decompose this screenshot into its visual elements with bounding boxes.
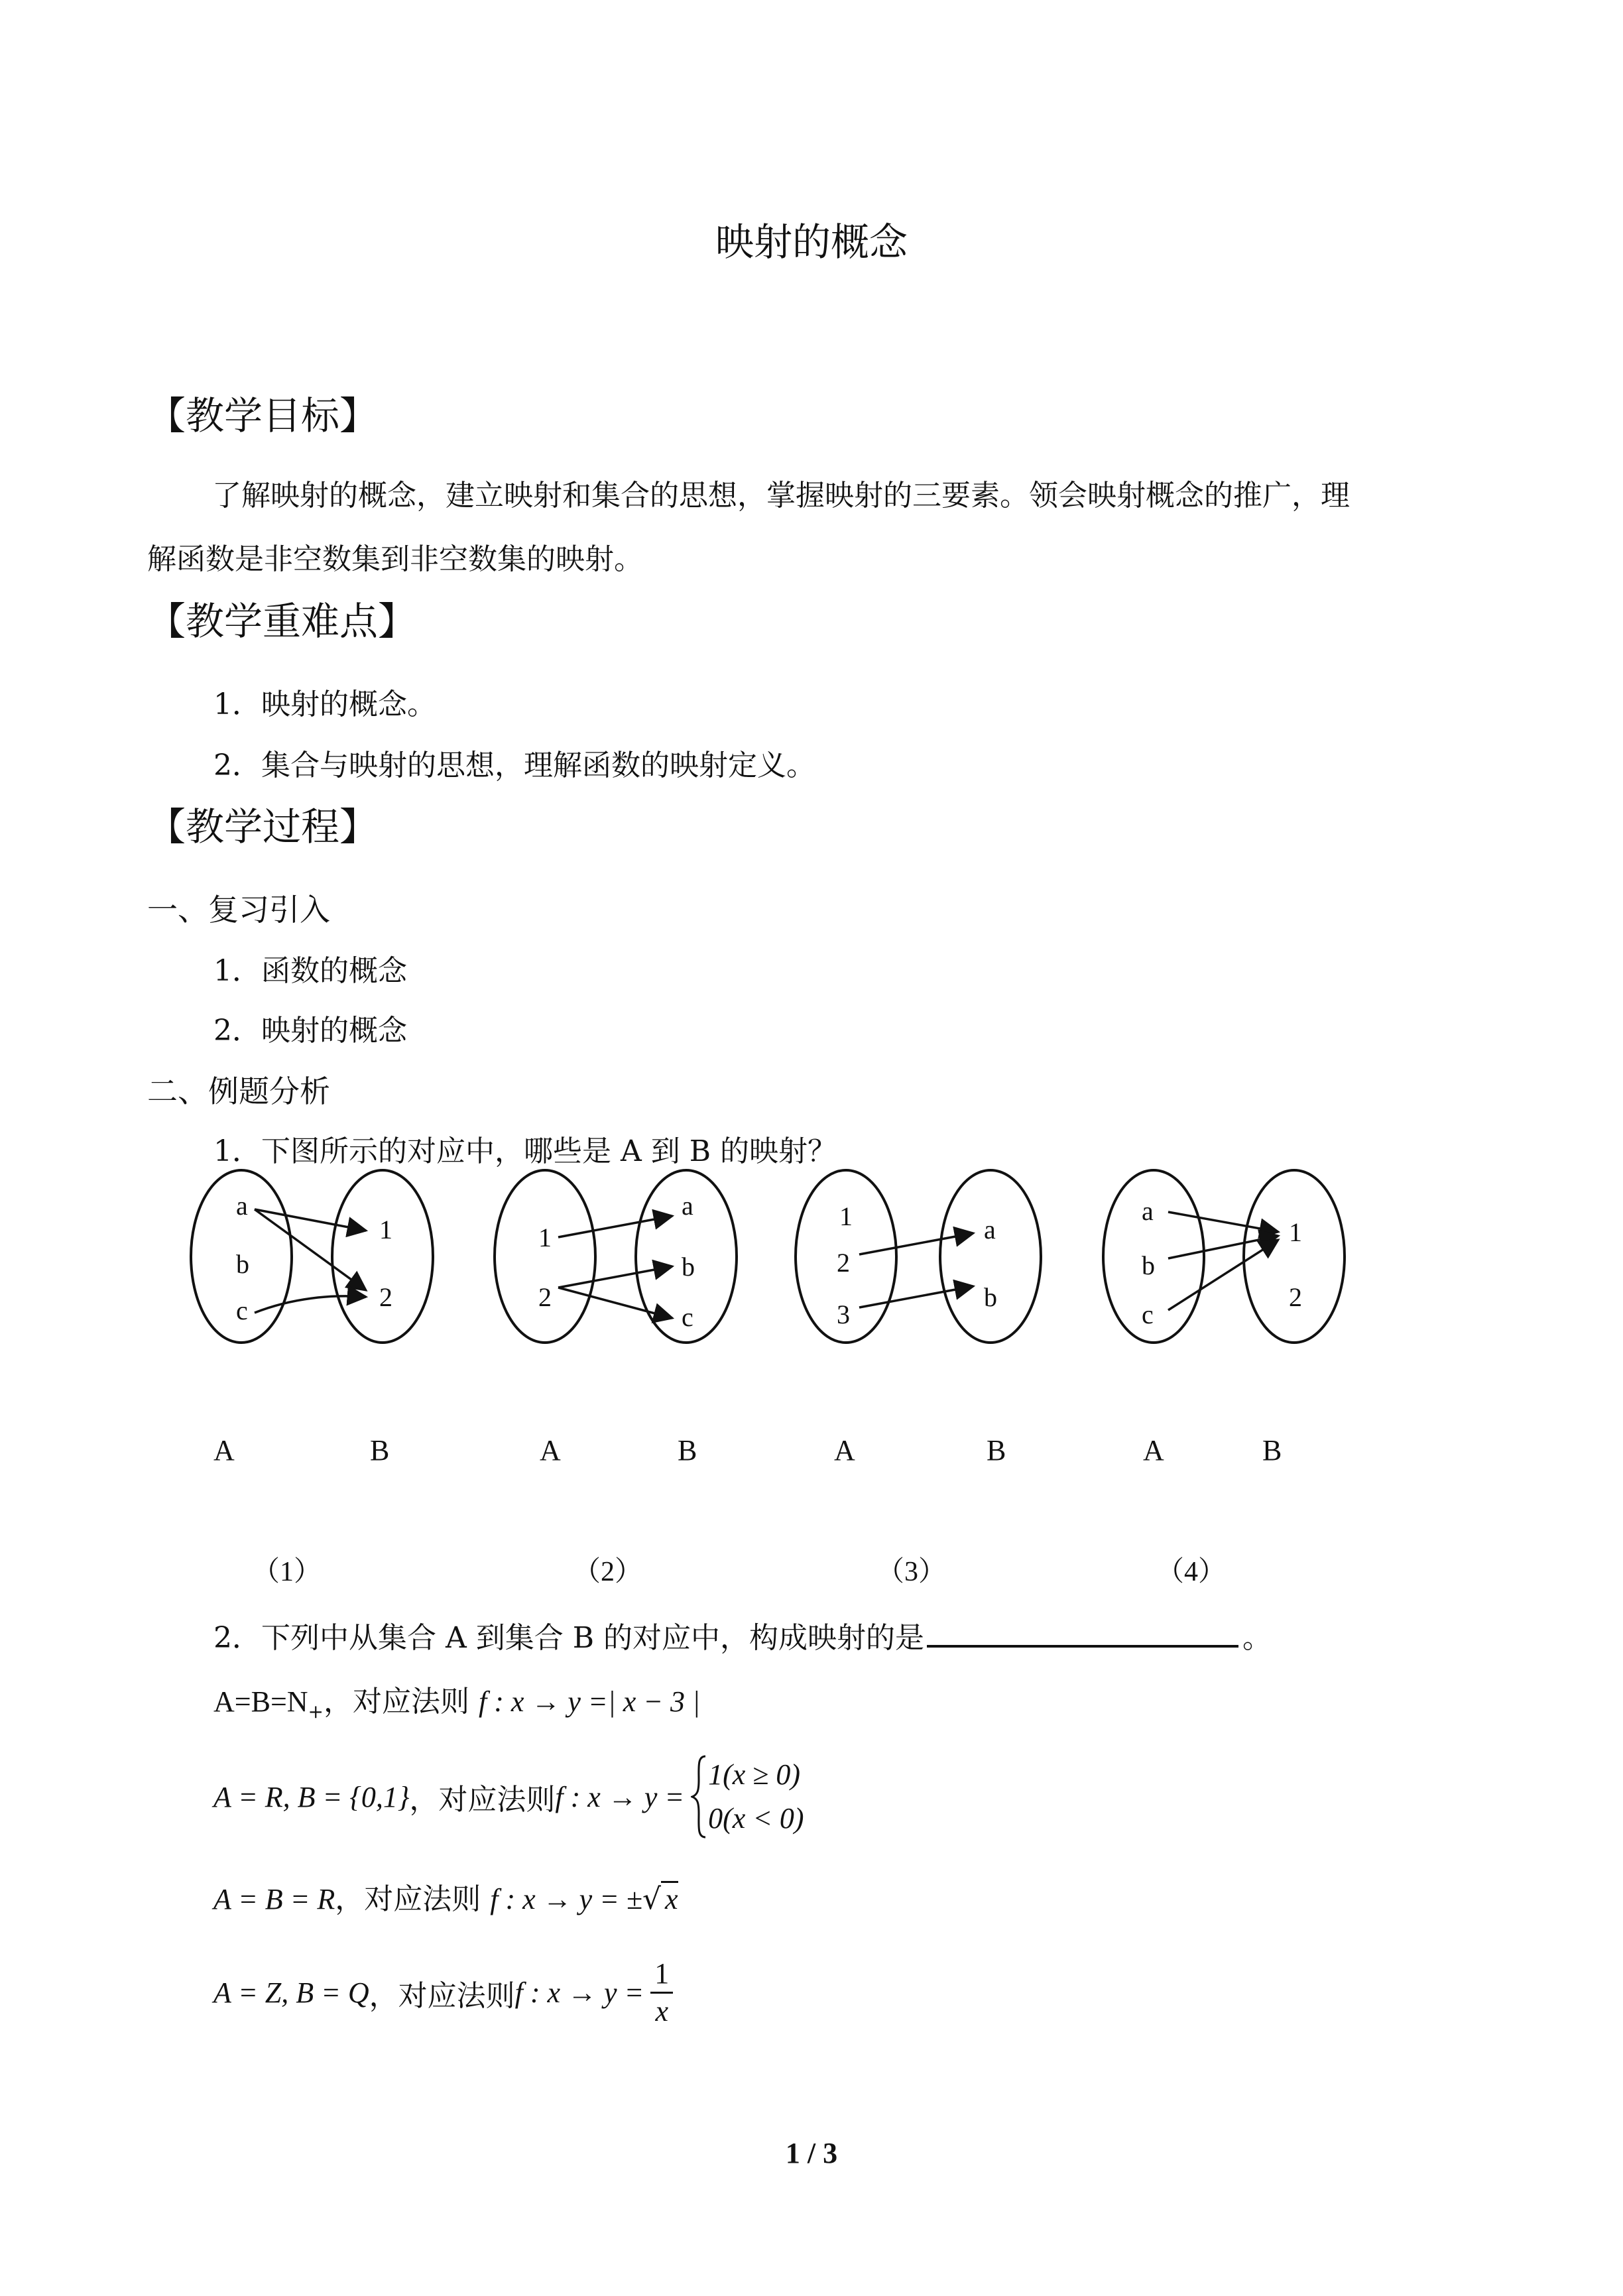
diagram-3-arrow-2-a [859, 1233, 973, 1254]
diagram-3-b-elem-2: b [984, 1282, 997, 1312]
diagram-2-b-elem-3: c [682, 1302, 693, 1332]
diagram-4-set-b-ellipse [1244, 1170, 1345, 1343]
diagram-2-set-b-label: B [678, 1434, 697, 1467]
diagram-3-b-elem-1: a [984, 1215, 996, 1244]
diagram-2-caption: （2） [573, 1557, 643, 1587]
option-2-case-1: 1(x ≥ 0) [708, 1758, 801, 1791]
diagram-4-a-elem-3: c [1142, 1299, 1154, 1329]
option-4-formula: f : x → y = [514, 1976, 644, 2009]
option-4 [213, 1956, 673, 2029]
diagram-3-set-b-ellipse [940, 1170, 1041, 1343]
diagram-4-b-elem-1: 1 [1289, 1217, 1302, 1247]
option-2 [213, 1753, 804, 1841]
diagram-4-arrow-c-1 [1168, 1240, 1278, 1310]
diagram-1-a-elem-1: a [236, 1191, 248, 1221]
diagram-2-a-elem-2: 2 [538, 1282, 552, 1312]
question-2-suffix: 。 [1242, 1621, 1272, 1655]
diagram-1-b-elem-1: 1 [379, 1215, 392, 1244]
option-3 [213, 1875, 678, 1917]
answer-blank [927, 1618, 1238, 1648]
option-1 [213, 1677, 700, 1722]
diagram-3-a-elem-1: 1 [839, 1201, 853, 1231]
part1-item-1: 1．函数的概念 [213, 954, 407, 988]
option-1-sets-sub: + [308, 1700, 324, 1722]
diagram-4-set-a-label: A [1143, 1434, 1164, 1467]
option-4-sets: A = Z, B = Q [213, 1976, 369, 2009]
diagram-2-b-elem-1: a [682, 1191, 693, 1221]
section-heading-goals: 【教学目标】 [147, 393, 379, 438]
diagram-1-a-elem-3: c [236, 1296, 248, 1325]
diagram-2-b-elem-2: b [682, 1252, 695, 1282]
page-title: 映射的概念 [715, 219, 908, 265]
goals-text-line1: 了解映射的概念，建立映射和集合的思想，掌握映射的三要素。领会映射概念的推广，理 [212, 479, 1350, 513]
option-1-sets: A=B=N [213, 1685, 308, 1718]
diagram-4-a-elem-2: b [1142, 1250, 1155, 1280]
question-2-prefix: 2．下列中从集合 A 到集合 B 的对应中，构成映射的是 [213, 1621, 925, 1655]
diagram-1-caption: （1） [252, 1557, 322, 1587]
option-2-sets: A = R, B = {0,1} [213, 1780, 410, 1813]
part2-heading: 二、例题分析 [147, 1073, 330, 1109]
diagram-4-caption: （4） [1156, 1557, 1227, 1587]
key-item-1: 1．映射的概念。 [213, 688, 436, 721]
diagram-1-a-elem-2: b [236, 1249, 249, 1279]
goals-text-line2: 解函数是非空数集到非空数集的映射。 [147, 542, 643, 576]
diagram-1-set-a-label: A [213, 1434, 235, 1467]
diagram-4-arrow-b-1 [1168, 1236, 1278, 1258]
diagram-3 [796, 1170, 1041, 1343]
part1-heading: 一、复习引入 [147, 892, 330, 928]
option-3-rule: ，对应法则 [335, 1882, 491, 1916]
diagram-2-arrow-2-b [558, 1266, 672, 1288]
option-3-sets: A = B = R [213, 1883, 335, 1915]
diagram-4-b-elem-2: 2 [1289, 1282, 1302, 1312]
option-1-rule: ，对应法则 [324, 1685, 479, 1719]
mapping-diagrams [0, 1154, 1623, 1618]
diagram-2-set-a-ellipse [495, 1170, 595, 1343]
key-item-2: 2．集合与映射的思想，理解函数的映射定义。 [213, 749, 815, 782]
section-heading-process: 【教学过程】 [147, 804, 379, 849]
option-2-rule: ，对应法则 [409, 1783, 556, 1817]
diagram-1-arrow-c-2 [255, 1296, 366, 1313]
diagram-4-set-b-label: B [1262, 1434, 1282, 1467]
diagram-1-arrow-a-2 [255, 1209, 366, 1290]
diagram-1-set-b-label: B [370, 1434, 390, 1467]
diagram-2-arrow-2-c [558, 1288, 672, 1318]
diagram-3-set-a-label: A [834, 1434, 855, 1467]
diagram-2-a-elem-1: 1 [538, 1223, 552, 1252]
diagram-3-a-elem-3: 3 [837, 1299, 850, 1329]
option-2-formula: f : x → y = [555, 1780, 685, 1813]
diagram-2-set-a-label: A [540, 1434, 561, 1467]
diagram-1-arrow-a-1 [255, 1209, 366, 1231]
diagram-2 [495, 1170, 737, 1343]
question-2 [213, 1614, 1272, 1656]
section-heading-key: 【教学重难点】 [147, 599, 417, 644]
option-3-formula: f : x → y = ± [490, 1883, 642, 1915]
diagram-1-b-elem-2: 2 [379, 1282, 392, 1312]
diagram-4 [1103, 1170, 1345, 1343]
option-2-piecewise [691, 1753, 804, 1841]
option-4-numerator: 1 [650, 1956, 673, 1994]
diagram-3-caption: （3） [876, 1557, 947, 1587]
diagram-1-set-b-ellipse [332, 1170, 433, 1343]
option-2-brace [691, 1754, 708, 1840]
diagram-2-arrow-1-a [558, 1216, 672, 1237]
diagram-3-set-b-label: B [987, 1434, 1006, 1467]
diagram-3-a-elem-2: 2 [837, 1248, 850, 1278]
diagram-4-arrow-a-1 [1168, 1212, 1278, 1232]
question-1: 1．下图所示的对应中，哪些是 A 到 B 的映射？ [213, 1134, 837, 1168]
part1-item-2: 2．映射的概念 [213, 1014, 407, 1048]
diagram-4-a-elem-1: a [1142, 1196, 1154, 1226]
option-4-rule: ，对应法则 [369, 1978, 515, 2013]
option-1-formula: f : x → y =| x − 3 | [479, 1685, 701, 1718]
diagram-3-arrow-3-b [859, 1286, 973, 1307]
option-4-fraction [650, 1956, 673, 2029]
option-4-denominator: x [655, 1995, 668, 2027]
option-3-radicand: x [661, 1881, 678, 1915]
diagram-1 [191, 1170, 433, 1343]
sqrt-symbol: √ [642, 1882, 662, 1916]
option-2-case-2: 0(x < 0) [708, 1802, 804, 1835]
page-number: 1 / 3 [785, 2137, 838, 2169]
